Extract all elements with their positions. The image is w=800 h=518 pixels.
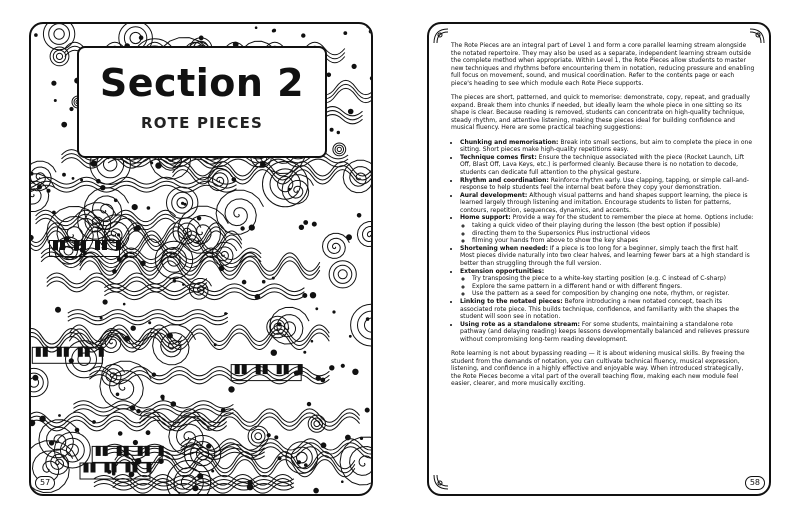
page-number: 57 [35,476,55,490]
closing-paragraph: Rote learning is not about bypassing reading — it is about widening musical skills. By freeing the student from the demands of notation, you can cultivate technical fluency, musical expression, listening, and confidence in a highly effective and enjoyable way. When introduced strategically, the Rote Pieces become a vital part of the overall teaching flow, making each new module feel easier, clearer, and more musically exciting. [451,350,745,388]
tip-sub-item: ◦ filming your hands from above to show the key shapes [472,237,755,245]
tip-heading: Extension opportunities: [460,267,545,275]
tip-body: Provide a way for the student to remember the piece at home. Options include: [510,214,754,222]
section-title: Section 2 [99,61,305,105]
tip-sub-list [460,275,755,298]
intro-paragraph: The pieces are short, patterned, and quick to memorise: demonstrate, copy, repeat, and gradually expand. Break them into chunks if needed, but ideally learn the whole piece in one sitting so its shape is clear. Because reading is removed, students can concentrate on high-quality technique, steady rhythm, and attentive listening, making these pieces ideal for building confidence and musical fluency. Here are some practical teaching suggestions: [451,94,750,132]
swirl-corner-icon [432,473,450,491]
tip-item [460,177,755,192]
tip-heading: Shortening when needed: [460,244,548,252]
tip-heading: Linking to the notated pieces: [460,298,563,305]
tip-heading: Chunking and memorisation: [460,138,559,146]
tip-sub-list [460,222,755,245]
swirl-corner-icon [432,27,450,45]
intro-paragraph: The Rote Pieces are an integral part of Level 1 and form a core parallel learning stream alongside the notated repertoire. They may also be used as a separate, independent learning stream outside the complete method when appropriate. Within Level 1, the Rote Pieces allow students to master new techniques and rhythms before encountering them in notation, reducing pressure and enabling full focus on movement, sound, and musical coordination. Refer to the contents page or each piece's heading to see which module each Rote Piece supports. [451,42,755,87]
tip-sub-item: ◦ directing them to the Supersonics Plus instructional videos [472,230,755,238]
tip-body: Although visual patterns and hand shapes support learning, the piece is learned largely through listening and imitation. Encourage students to listen for patterns, contours, repetition, sequences, dynamics, and accents. [460,191,748,214]
tip-heading: Rhythm and coordination: [460,176,549,184]
right-page [427,22,771,496]
section-subtitle: ROTE PIECES [140,114,264,132]
tip-item [460,321,755,344]
tip-item [460,268,755,298]
teaching-tips-list [451,139,755,344]
tip-heading: Aural development: [460,191,528,199]
tip-body: Reinforce rhythm early. Use clapping, tapping, or simple call-and-response to help students feel the internal beat before they copy your demonstration. [460,176,749,192]
rote-pieces-text [451,42,755,395]
tip-sub-item: ◦ Try transposing the piece to a white-key starting position (e.g. C instead of C-sharp) [472,275,755,283]
tip-sub-item: ◦ taking a quick video of their playing during the lesson (the best option if possible) [472,222,755,230]
tip-item [460,139,755,154]
tip-heading: Home support: [460,214,511,222]
tip-sub-item: ◦ Use the pattern as a seed for composition by changing one note, rhythm, or register. [472,290,755,298]
page-number: 58 [745,476,765,490]
section-title-card [77,46,327,158]
tip-sub-item: ◦ Explore the same pattern in a different hand or with different fingers. [472,283,755,291]
tip-item [460,192,755,215]
tip-item [460,245,755,268]
tip-heading: Using rote as a standalone stream: [460,320,580,328]
tip-item [460,154,755,177]
tip-heading: Technique comes first: [460,153,537,161]
tip-body: Break into small sections, but aim to complete the piece in one sitting. Short pieces make high-quality repetitions easy. [460,138,753,154]
left-page [29,22,373,496]
tip-body: Ensure the technique associated with the piece (Rocket Launch, Lift Off, Blast Off, Lava Keys, etc.) is performed cleanly. Because there is no notation to decode, students can dedicate full attention to the physical gesture. [460,153,745,176]
tip-item [460,214,755,244]
tip-item [460,298,755,321]
tip-body: Before introducing a new notated concept, teach its associated rote piece. This builds technique, confidence, and familiarity with the shapes the student will soon see in notation. [460,298,740,321]
tip-body: If a piece is too long for a beginner, simply teach the first half. Most pieces divide naturally into two clear halves, and learning fewer bars at a high standard is better than struggling through the full version. [460,244,750,268]
tip-body: For some students, maintaining a standalone rote pathway (and delaying reading) keeps lessons developmentally balanced and relieves pressure without compromising long-term reading development. [460,320,750,343]
